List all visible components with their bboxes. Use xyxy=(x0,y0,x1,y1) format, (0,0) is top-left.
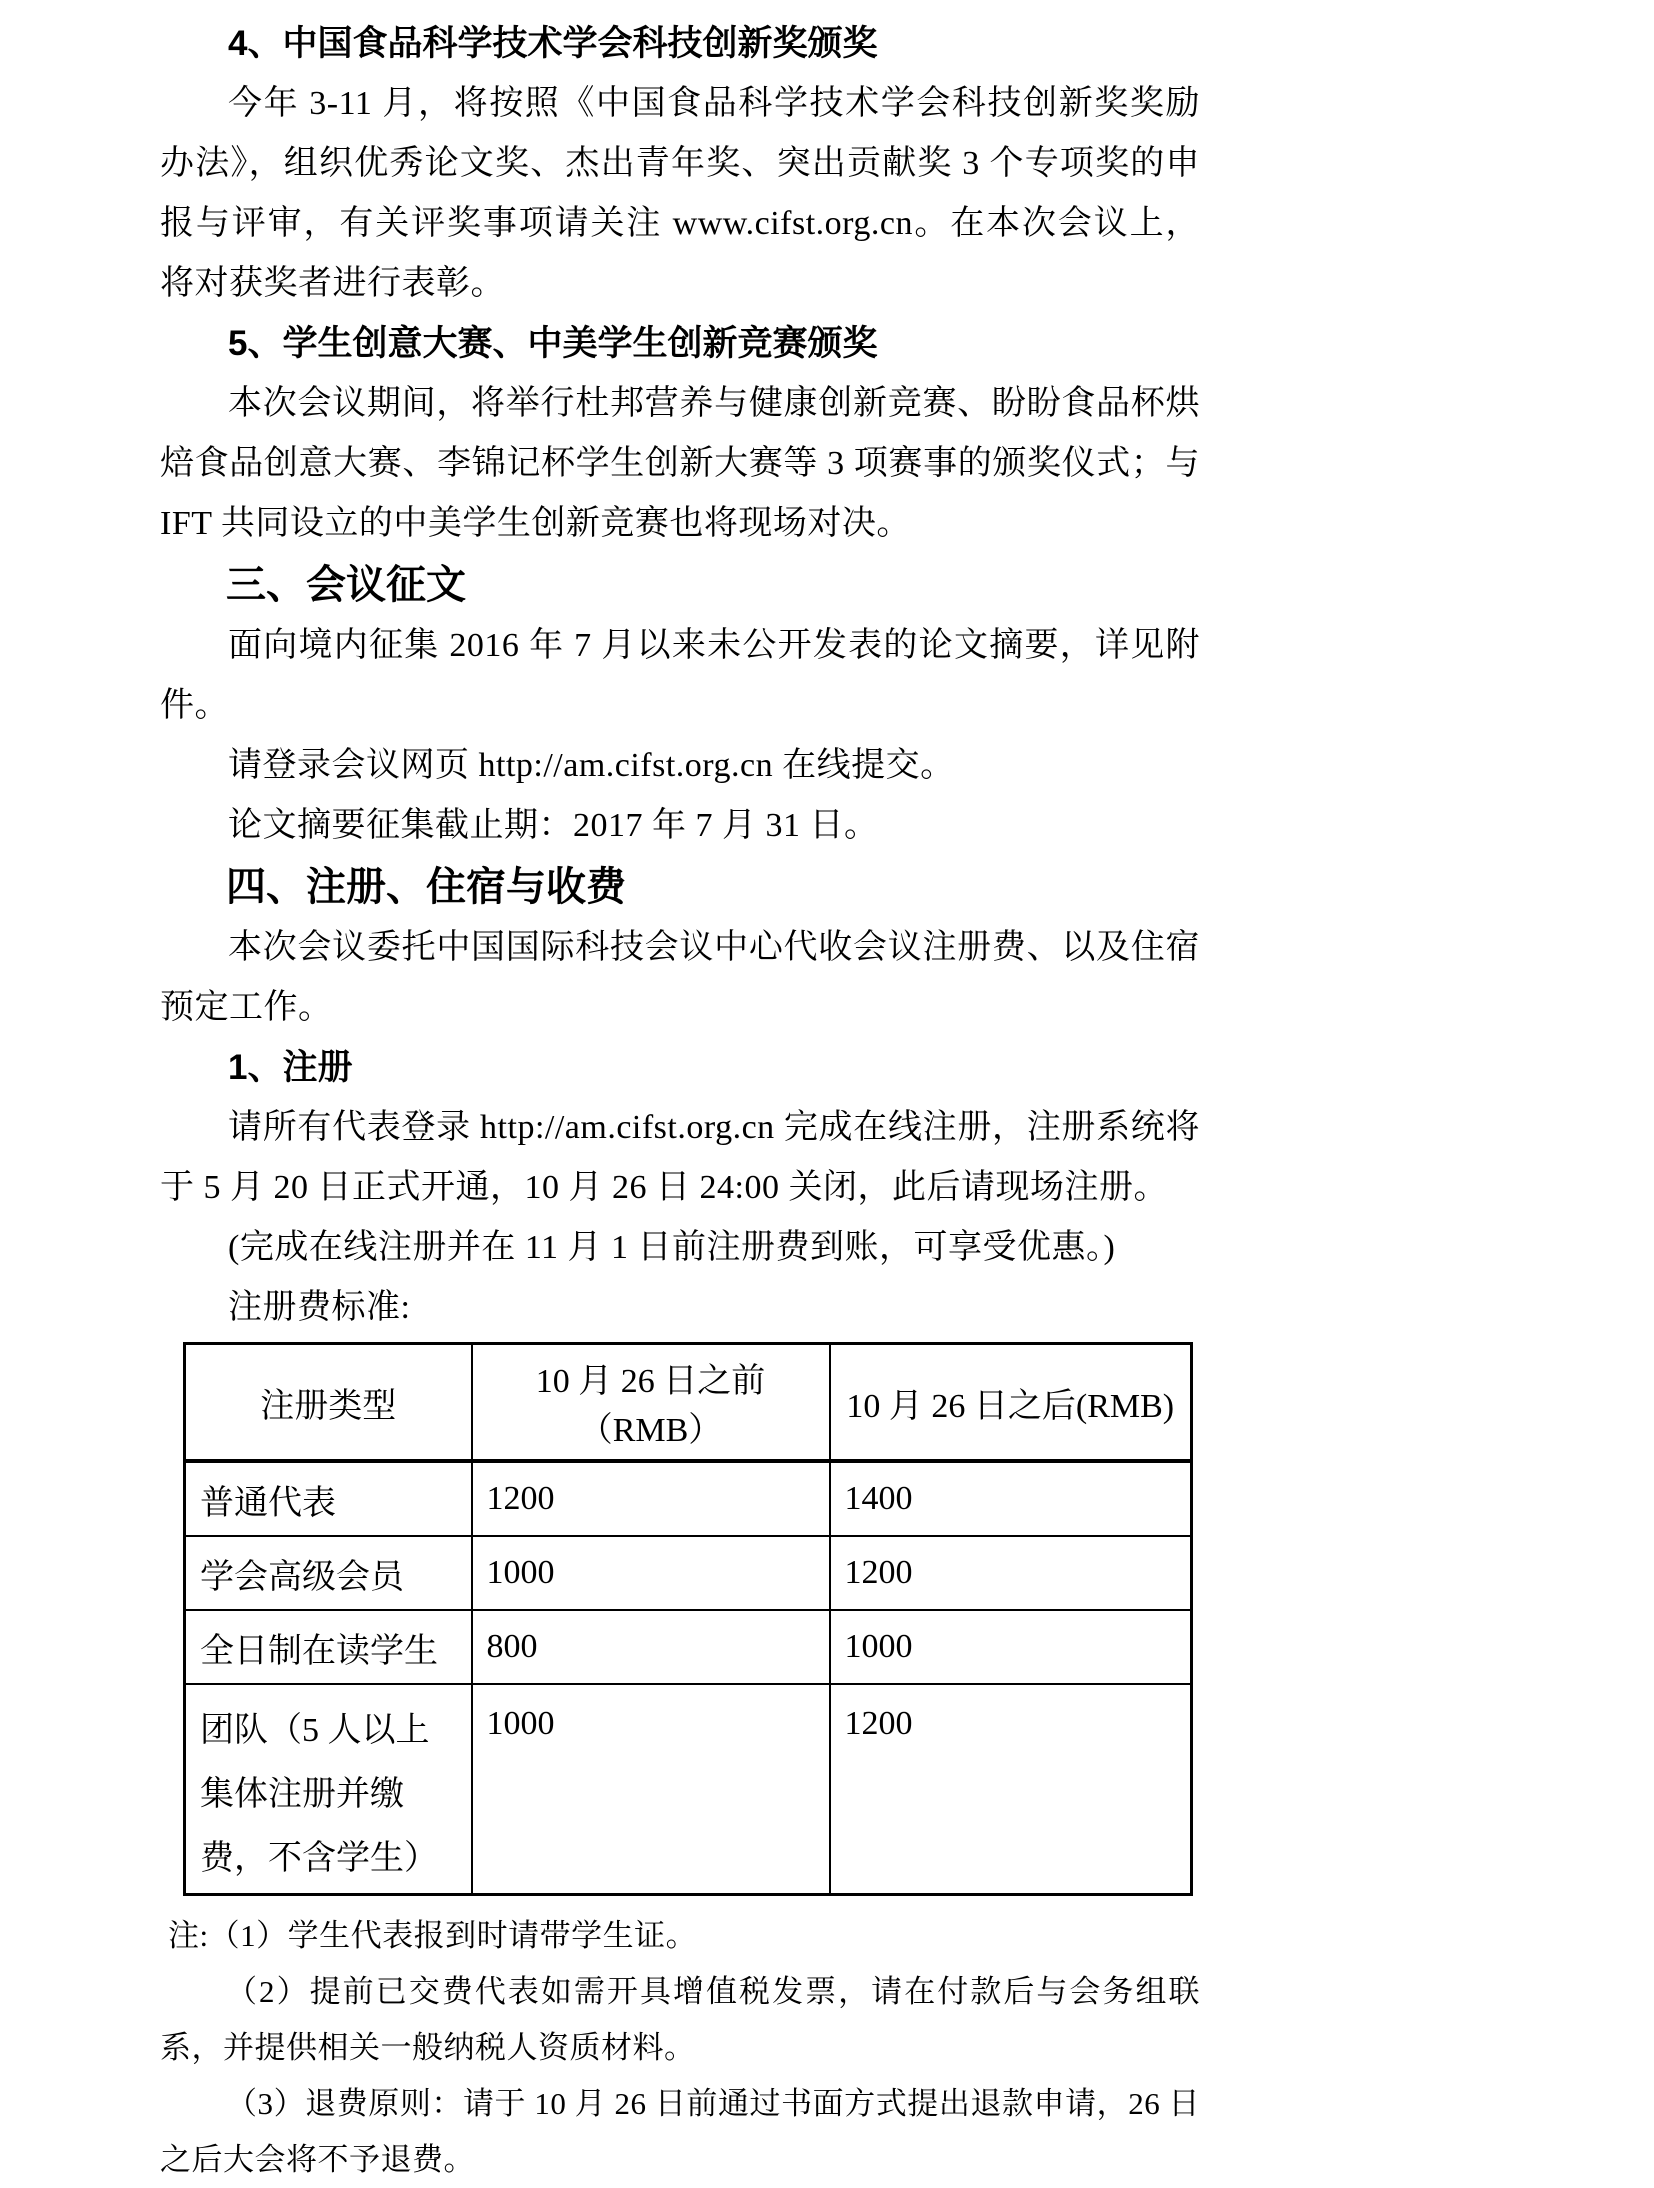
section4-paragraph: 今年 3-11 月，将按照《中国食品科学技术学会科技创新奖奖励办法》，组织优秀论文奖、杰出青年奖、突出贡献奖 3 个专项奖的申报与评审，有关评奖事项请关注 www.cifst.org.cn。在本次会议上，将对获奖者进行表彰。 xyxy=(160,85,1200,302)
fee-after-cell: 1200 xyxy=(830,1684,1192,1895)
table-row xyxy=(185,1684,1192,1895)
footnotes xyxy=(160,1908,1200,2188)
section5-paragraph: 本次会议期间，将举行杜邦营养与健康创新竞赛、盼盼食品杯烘焙食品创意大赛、李锦记杯学生创新大赛等 3 项赛事的颁奖仪式；与 IFT 共同设立的中美学生创新竞赛也将现场对决。 xyxy=(160,385,1200,542)
fee-after-cell: 1200 xyxy=(830,1536,1192,1610)
section-three-heading: 三、会议征文 xyxy=(226,563,466,607)
fee-table-header-type: 注册类型 xyxy=(185,1344,472,1462)
fee-table-header-before: 10 月 26 日之前（RMB） xyxy=(472,1344,830,1462)
fee-before-cell: 1200 xyxy=(472,1461,830,1536)
fee-before-cell: 800 xyxy=(472,1610,830,1684)
fee-table-header-after: 10 月 26 日之后(RMB) xyxy=(830,1344,1192,1462)
fee-type-cell: 学会高级会员 xyxy=(185,1536,472,1610)
abstract-deadline-paragraph: 论文摘要征集截止期：2017 年 7 月 31 日。 xyxy=(228,807,879,844)
fee-table-label: 注册费标准: xyxy=(228,1289,411,1326)
footnote-3: （3）退费原则：请于 10 月 26 日前通过书面方式提出退款申请，26 日之后大会将不予退费。 xyxy=(160,2086,1200,2177)
section-four-paragraph: 本次会议委托中国国际科技会议中心代收会议注册费、以及住宿预定工作。 xyxy=(160,929,1200,1026)
section5-heading: 5、学生创意大赛、中美学生创新竞赛颁奖 xyxy=(228,324,878,363)
table-row xyxy=(185,1610,1192,1684)
call-for-papers-paragraph: 面向境内征集 2016 年 7 月以来未公开发表的论文摘要，详见附件。 xyxy=(160,627,1200,724)
fee-type-cell: 团队（5 人以上集体注册并缴费，不含学生） xyxy=(185,1684,472,1895)
footnote-2: （2）提前已交费代表如需开具增值税发票，请在付款后与会务组联系，并提供相关一般纳税人资质材料。 xyxy=(160,1974,1200,2065)
fee-table-header-row xyxy=(185,1344,1192,1462)
registration-paragraph-2: (完成在线注册并在 11 月 1 日前注册费到账，可享受优惠。) xyxy=(228,1229,1116,1266)
fee-after-cell: 1400 xyxy=(830,1461,1192,1536)
table-row xyxy=(185,1461,1192,1536)
fee-type-cell: 全日制在读学生 xyxy=(185,1610,472,1684)
fee-before-cell: 1000 xyxy=(472,1536,830,1610)
submission-url-paragraph: 请登录会议网页 http://am.cifst.org.cn 在线提交。 xyxy=(228,747,955,784)
registration-heading: 1、注册 xyxy=(228,1048,353,1087)
section4-heading: 4、中国食品科学技术学会科技创新奖颁奖 xyxy=(228,24,878,63)
table-row xyxy=(185,1536,1192,1610)
fee-before-cell: 1000 xyxy=(472,1684,830,1895)
fee-type-cell: 普通代表 xyxy=(185,1461,472,1536)
footnote-1: 注:（1）学生代表报到时请带学生证。 xyxy=(168,1918,698,1953)
section-four-heading: 四、注册、住宿与收费 xyxy=(226,865,626,909)
fee-after-cell: 1000 xyxy=(830,1610,1192,1684)
registration-fee-table xyxy=(183,1342,1193,1896)
registration-paragraph-1: 请所有代表登录 http://am.cifst.org.cn 完成在线注册，注册系统将于 5 月 20 日正式开通，10 月 26 日 24:00 关闭，此后请现场注册。 xyxy=(160,1109,1200,1206)
